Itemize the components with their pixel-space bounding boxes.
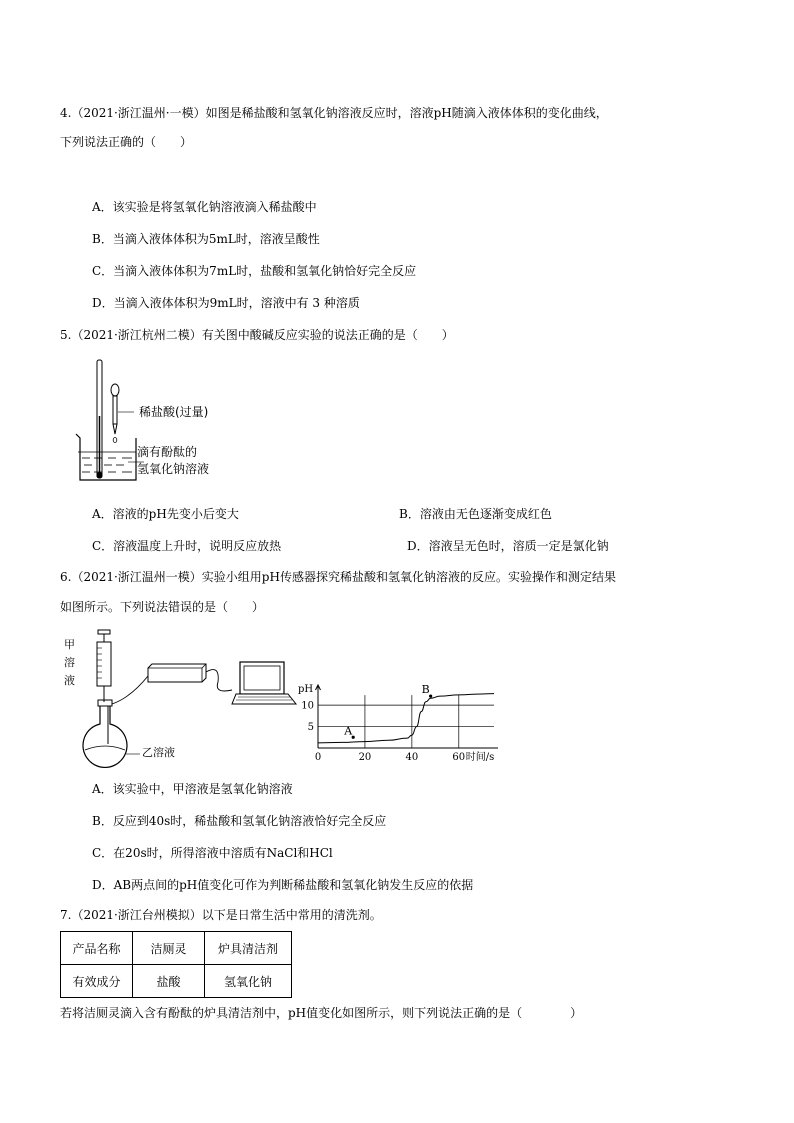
q5-option-a: A．溶液的pH先变小后变大 — [92, 507, 239, 521]
table-cell: 氢氧化钠 — [205, 965, 292, 998]
y-axis-label: pH — [298, 684, 314, 695]
chart-grid — [318, 695, 494, 748]
q6-option-d: D．AB两点间的pH值变化可作为判断稀盐酸和氢氧化钠发生反应的依据 — [92, 878, 474, 892]
q6-label-jia-2: 溶 — [64, 656, 75, 669]
table-cell: 洁厕灵 — [133, 932, 205, 965]
q6-ph-chart — [296, 680, 516, 768]
q6-option-b: B．反应到40s时，稀盐酸和氢氧化钠溶液恰好完全反应 — [92, 814, 387, 828]
table-cell: 盐酸 — [133, 965, 205, 998]
q4-option-d: D．当滴入液体体积为9mL时，溶液中有 3 种溶质 — [92, 296, 360, 310]
q5-label-acid: 稀盐酸(过量) — [139, 405, 209, 419]
x-tick-label: 20 — [358, 752, 372, 763]
q4-stem-line2: 下列说法正确的（ ） — [60, 135, 193, 149]
q7-stem: 7.（2021·浙江台州模拟）以下是日常生活中常用的清洗剂。 — [60, 908, 382, 922]
q5-option-c: C．溶液温度上升时，说明反应放热 — [92, 539, 282, 553]
y-tick-label: 5 — [307, 722, 314, 734]
q4-option-c: C．当滴入液体体积为7mL时，盐酸和氢氧化钠恰好完全反应 — [92, 264, 417, 278]
q4-stem-line1: 4.（2021·浙江温州·一模）如图是稀盐酸和氢氧化钠溶液反应时，溶液pH随滴入液体体积的变化曲线， — [60, 106, 608, 120]
q7-product-table — [60, 931, 292, 998]
q5-stem: 5.（2021·浙江杭州二模）有关图中酸碱反应实验的说法正确的是（ ） — [60, 328, 454, 342]
y-tick-label: 10 — [301, 700, 314, 712]
q6-apparatus-figure — [60, 624, 300, 774]
table-cell: 有效成分 — [61, 965, 133, 998]
x-tick-label: 60 — [452, 752, 466, 763]
x-tick-label: 0 — [314, 752, 322, 763]
q6-option-a: A．该实验中，甲溶液是氢氧化钠溶液 — [92, 782, 293, 796]
q4-option-a: A．该实验是将氢氧化钠溶液滴入稀盐酸中 — [92, 200, 317, 214]
q6-label-yi: 乙溶液 — [142, 746, 175, 759]
point-label-a: A — [344, 724, 353, 738]
q5-option-d: D．溶液呈无色时，溶质一定是氯化钠 — [407, 539, 609, 553]
point-label-b: B — [421, 683, 430, 697]
q5-option-b: B．溶液由无色逐渐变成红色 — [399, 507, 552, 521]
q6-label-jia-3: 液 — [64, 674, 75, 687]
chart-axes — [298, 684, 498, 763]
table-row — [61, 965, 292, 998]
chart-marks — [318, 683, 494, 743]
q6-stem-line1: 6.（2021·浙江温州一模）实验小组用pH传感器探究稀盐酸和氢氧化钠溶液的反应。实验操作和测定结果 — [60, 570, 616, 584]
q7-followup: 若将洁厕灵滴入含有酚酞的炉具清洁剂中，pH值变化如图所示，则下列说法正确的是（ ） — [60, 1006, 583, 1020]
q6-stem-line2: 如图所示。下列说法错误的是（ ） — [60, 600, 265, 614]
table-cell: 产品名称 — [61, 932, 133, 965]
q5-label-solution-1: 滴有酚酞的 — [137, 445, 198, 459]
q5-label-solution-2: 氢氧化钠溶液 — [137, 462, 210, 476]
x-tick-label: 40 — [405, 752, 419, 763]
q6-option-c: C．在20s时，所得溶液中溶质有NaCl和HCl — [92, 846, 333, 860]
q4-option-b: B．当滴入液体体积为5mL时，溶液呈酸性 — [92, 232, 320, 246]
table-row — [61, 932, 292, 965]
table-cell: 炉具清洁剂 — [205, 932, 292, 965]
q6-label-jia-1: 甲 — [64, 638, 75, 651]
x-axis-label: 时间/s — [465, 752, 495, 763]
